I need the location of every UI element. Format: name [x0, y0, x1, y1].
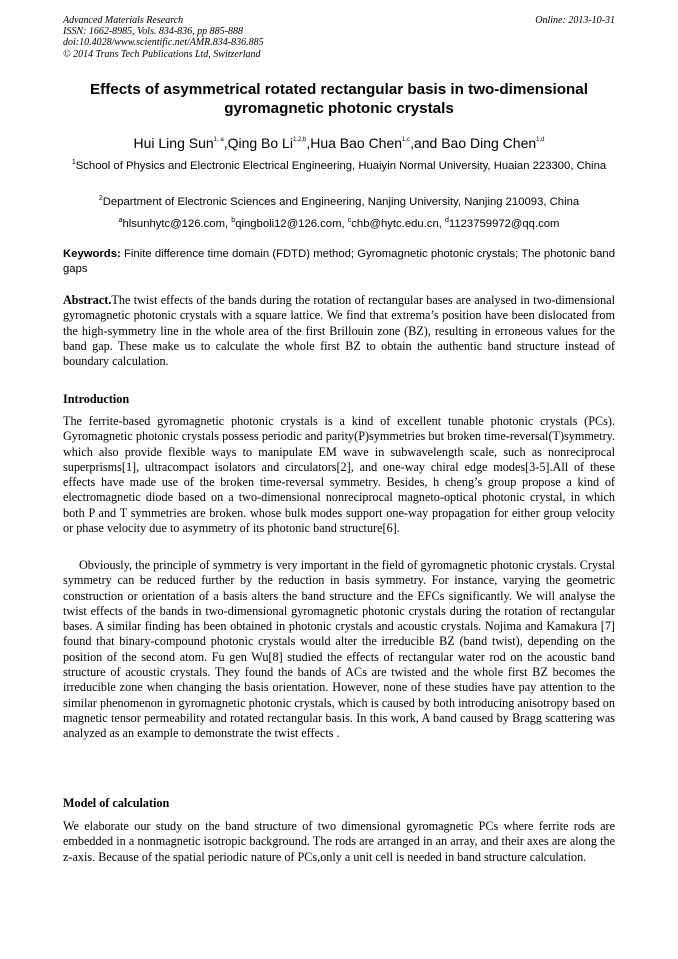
email-mark: d: [445, 217, 449, 224]
email-address: chb@hytc.edu.cn,: [351, 218, 446, 230]
affiliation-2: [63, 191, 615, 210]
author-name: Bao Ding Chen: [441, 135, 537, 151]
abstract: [63, 293, 615, 369]
copyright-line: © 2014 Trans Tech Publications Ltd, Switzerland: [63, 48, 261, 60]
affiliation-1: [63, 155, 615, 174]
keywords: [63, 247, 615, 277]
model-paragraph-1: We elaborate our study on the band structure of two dimensional gyromagnetic PCs where ferrite rods are embedded in a nonmagnetic isotropic background. The rods are arranged in an array, and their axes are along the z-axis. Because of the spatial periodic nature of PCs,only a unit cell is needed in band structure calculation.: [63, 819, 615, 864]
online-date: Online: 2013-10-31: [535, 15, 615, 26]
email-address: hlsunhytc@126.com,: [122, 218, 232, 230]
affiliation-text: Department of Electronic Sciences and Engineering, Nanjing University, Nanjing 210093, China: [102, 196, 580, 208]
introduction-paragraph-2: Obviously, the principle of symmetry is very important in the field of gyromagnetic photonic crystals. Crystal symmetry can be reduced further by the reduction in basis symmetry. For instance, varying the geometric construction or orientation of a basis alters the band structure and the EFCs significantly. We will analyse the twist effects of the bands in two-dimensional gyromagnetic photonic crystals during the rotation of rectangular bases. A similar finding has been obtained in photonic crystals and acoustic crystals. Nojima and Kamakura [7] found that binary-compound photonic crystals would alter the irreducible BZ (band twist), depending on the position of the second atom. Fu gen Wu[8] studied the effects of rectangular water rod on the acoustic band structure of acoustic crystals. They found the bands of ACs are twisted and the whole first BZ becomes the irreducible zone when changing the basis orientation. However, none of these studies have pay attention to the similar phenomenon in gyromagnetic photonic crystals, which is caused by both introducing anisotropy based on magnetic tensor permeability and rotated rectangular basis. In this work, A band caused by Bragg scattering was analyzed as an example to demonstrate the twist effects .: [63, 558, 615, 741]
author-name: Hua Bao Chen: [310, 135, 403, 151]
issn-line: ISSN: 1662-8985, Vols. 834-836, pp 885-888: [63, 26, 243, 38]
author-affiliation-mark: 1,c: [402, 137, 411, 143]
email-mark: c: [347, 217, 352, 224]
model-heading: Model of calculation: [63, 796, 170, 810]
keywords-label: Keywords:: [63, 248, 121, 260]
author-affiliation-mark: 1, a: [213, 137, 224, 143]
affiliation-mark: 1: [71, 159, 76, 166]
author-name: Qing Bo Li: [227, 135, 293, 151]
keywords-text: Finite difference time domain (FDTD) method; Gyromagnetic photonic crystals; The photonic band gaps: [63, 248, 615, 275]
running-header: [63, 15, 615, 60]
introduction-paragraph-1: The ferrite-based gyromagnetic photonic crystals is a kind of excellent tunable photonic crystals (PCs). Gyromagnetic photonic crystals possess periodic and parity(P)symmetries but broken time-reversal(T)symmetry. which also provide flexible ways to manipulate EM wave in subwavelength scale, such as nonreciprocal superprisms[1], ultracompact isolators and circulators[2], and one-way chiral edge modes[3-5].All of these effects have made use of the broken time-reversal symmetry. Besides, h cheng’s group propose a kind of electromagnetic diode based on a two-dimensional nonreciprocal magneto-optical photonic crystal, in which both P and T symmetries are broken. whose bulk modes support one-way propagation for either group velocity or phase velocity due to asymmetry of its photonic band structure[6].: [63, 414, 615, 536]
email-list: [63, 213, 615, 232]
email-mark: a: [118, 217, 123, 224]
email-address: 1123759972@qq.com: [448, 218, 560, 230]
introduction-heading: Introduction: [63, 392, 130, 406]
email-mark: b: [231, 217, 236, 224]
author-affiliation-mark: 1,2,b: [292, 137, 307, 143]
affiliation-text: School of Physics and Electronic Electrical Engineering, Huaiyin Normal University, Huaian 223300, China: [75, 160, 607, 172]
author-separator: ,: [306, 135, 311, 151]
journal-name: Advanced Materials Research: [63, 15, 184, 26]
email-address: qingboli12@126.com,: [235, 218, 348, 230]
author-separator: ,: [223, 135, 228, 151]
author-list: [63, 131, 615, 152]
author-separator: ,and: [410, 135, 442, 151]
doi-line: doi:10.4028/www.scientific.net/AMR.834-836.885: [63, 37, 264, 49]
abstract-label: Abstract.: [63, 293, 112, 307]
author-affiliation-mark: 1,d: [536, 137, 545, 143]
author-name: Hui Ling Sun: [133, 135, 214, 151]
paper-title: Effects of asymmetrical rotated rectangular basis in two-dimensional gyromagnetic photonic crystals: [90, 81, 588, 117]
abstract-text: The twist effects of the bands during the rotation of rectangular bases are analysed in two-dimensional gyromagnetic photonic crystals with a square lattice. We find that extrema’s position have been dislocated from the high-symmetry line in the whole area of the first Brillouin zone (BZ), resulting in erroneous values for the band gap. These make us to calculate the whole first BZ to obtain the authentic band structure instead of boundary calculation.: [63, 293, 615, 369]
affiliation-mark: 2: [98, 195, 103, 202]
